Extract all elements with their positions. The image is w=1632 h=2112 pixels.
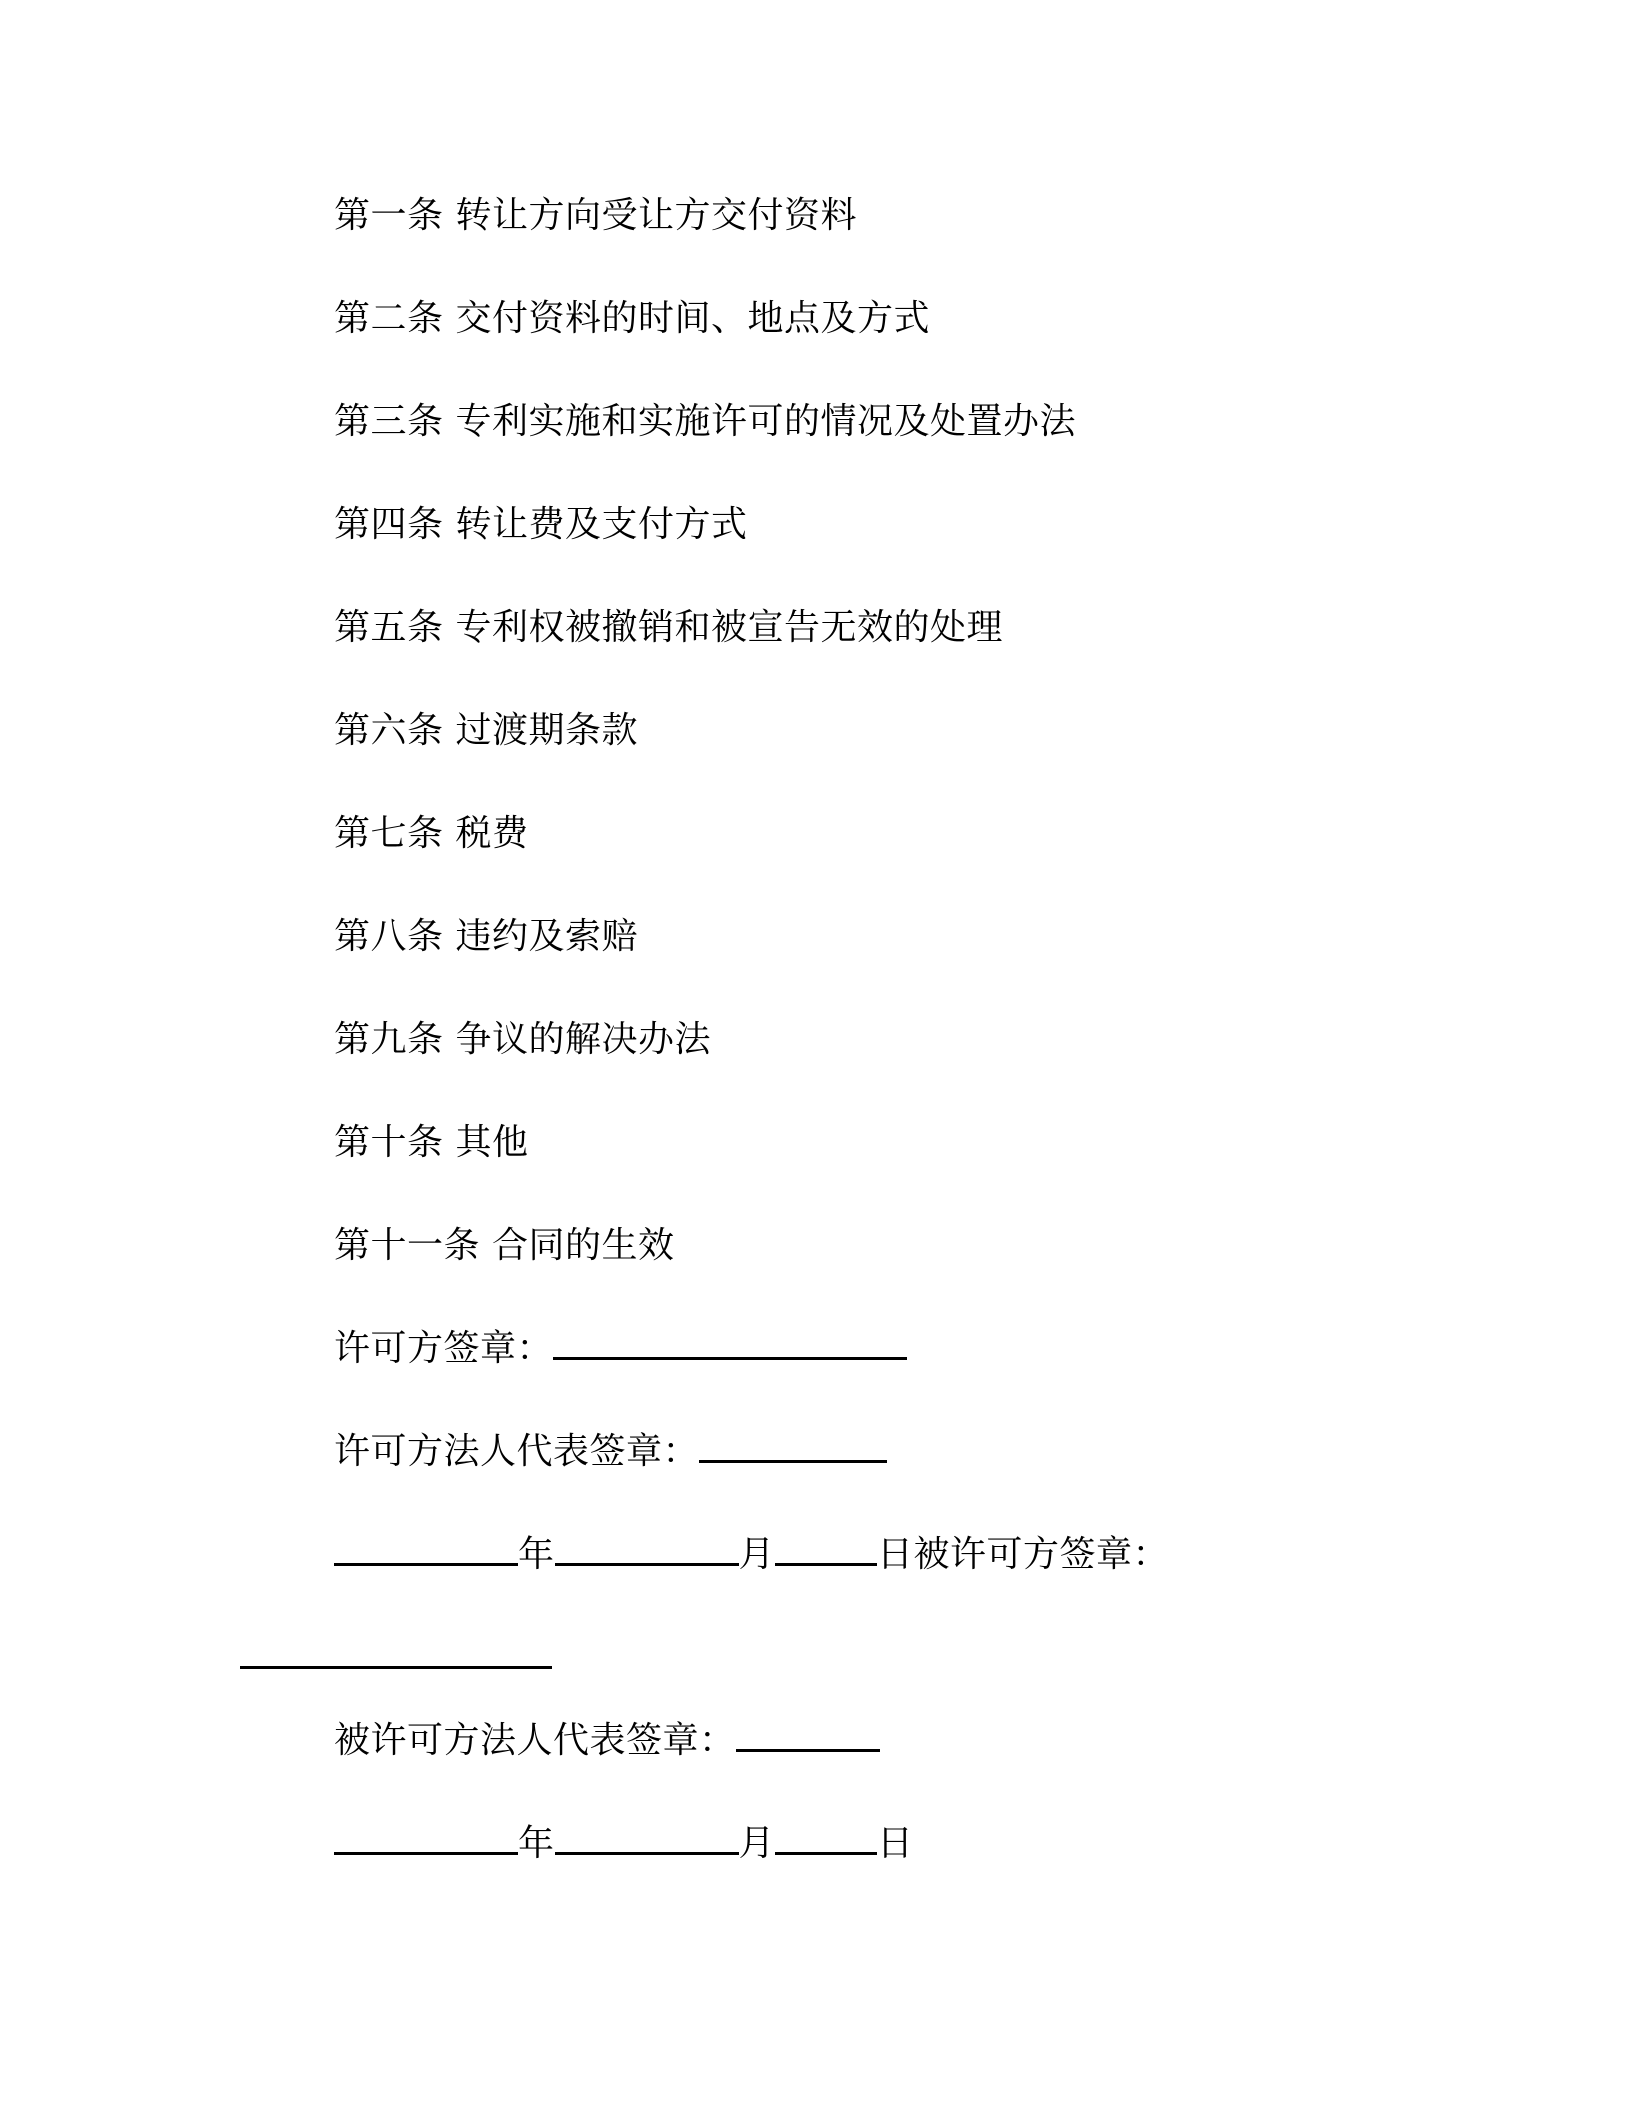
- article-number: 第十一条: [334, 1225, 481, 1266]
- article-number: 第八条: [334, 916, 444, 957]
- article-title: 专利权被撤销和被宣告无效的处理: [455, 607, 1003, 648]
- day-blank: [775, 1820, 877, 1855]
- licensor-rep-seal-label: 许可方法人代表签章：: [334, 1431, 700, 1472]
- article-number: 第五条: [334, 607, 444, 648]
- month-blank: [555, 1820, 739, 1855]
- article-number: 第一条: [334, 195, 444, 236]
- year-label: 年: [518, 1823, 555, 1864]
- article-line: [334, 604, 1003, 652]
- article-line: [334, 295, 930, 343]
- licensor-date-line: [334, 1531, 1169, 1579]
- licensor-seal-blank: [553, 1325, 907, 1360]
- article-number: 第七条: [334, 813, 444, 854]
- licensee-rep-seal-label: 被许可方法人代表签章：: [334, 1720, 736, 1761]
- year-blank: [334, 1531, 518, 1566]
- article-title: 过渡期条款: [455, 710, 638, 751]
- article-line: [334, 501, 747, 549]
- day-blank: [775, 1531, 877, 1566]
- article-number: 第九条: [334, 1019, 444, 1060]
- article-number: 第六条: [334, 710, 444, 751]
- year-blank: [334, 1820, 518, 1855]
- month-label: 月: [738, 1534, 776, 1575]
- licensee-date-line: [334, 1820, 914, 1868]
- article-line: [334, 1222, 674, 1270]
- article-line: [334, 810, 528, 858]
- article-line: [334, 398, 1076, 446]
- article-line: [334, 707, 638, 755]
- day-label: 日: [877, 1534, 914, 1575]
- licensee-rep-seal-line: [334, 1717, 880, 1765]
- year-label: 年: [518, 1534, 555, 1575]
- article-line: [334, 192, 857, 240]
- article-line: [334, 1016, 711, 1064]
- article-number: 第四条: [334, 504, 444, 545]
- licensor-seal-line: [334, 1325, 907, 1373]
- licensee-seal-blank: [240, 1634, 552, 1669]
- article-title: 其他: [455, 1122, 529, 1163]
- article-title: 专利实施和实施许可的情况及处置办法: [455, 401, 1076, 442]
- licensor-seal-label: 许可方签章：: [334, 1328, 554, 1369]
- article-title: 转让方向受让方交付资料: [455, 195, 857, 236]
- article-number: 第十条: [334, 1122, 444, 1163]
- day-label: 日: [877, 1823, 914, 1864]
- licensor-rep-seal-line: [334, 1428, 887, 1476]
- article-title: 转让费及支付方式: [455, 504, 748, 545]
- article-number: 第三条: [334, 401, 444, 442]
- article-title: 交付资料的时间、地点及方式: [455, 298, 930, 339]
- article-title: 税费: [455, 813, 529, 854]
- article-title: 合同的生效: [491, 1225, 675, 1266]
- month-blank: [555, 1531, 739, 1566]
- article-line: [334, 913, 638, 961]
- article-number: 第二条: [334, 298, 444, 339]
- licensee-seal-line: [240, 1634, 552, 1682]
- licensee-rep-seal-blank: [736, 1717, 880, 1752]
- article-line: [334, 1119, 528, 1167]
- article-title: 争议的解决办法: [455, 1019, 711, 1060]
- licensee-seal-label: 被许可方签章：: [913, 1534, 1170, 1575]
- licensor-rep-seal-blank: [699, 1428, 887, 1463]
- article-title: 违约及索赔: [455, 916, 638, 957]
- month-label: 月: [738, 1823, 776, 1864]
